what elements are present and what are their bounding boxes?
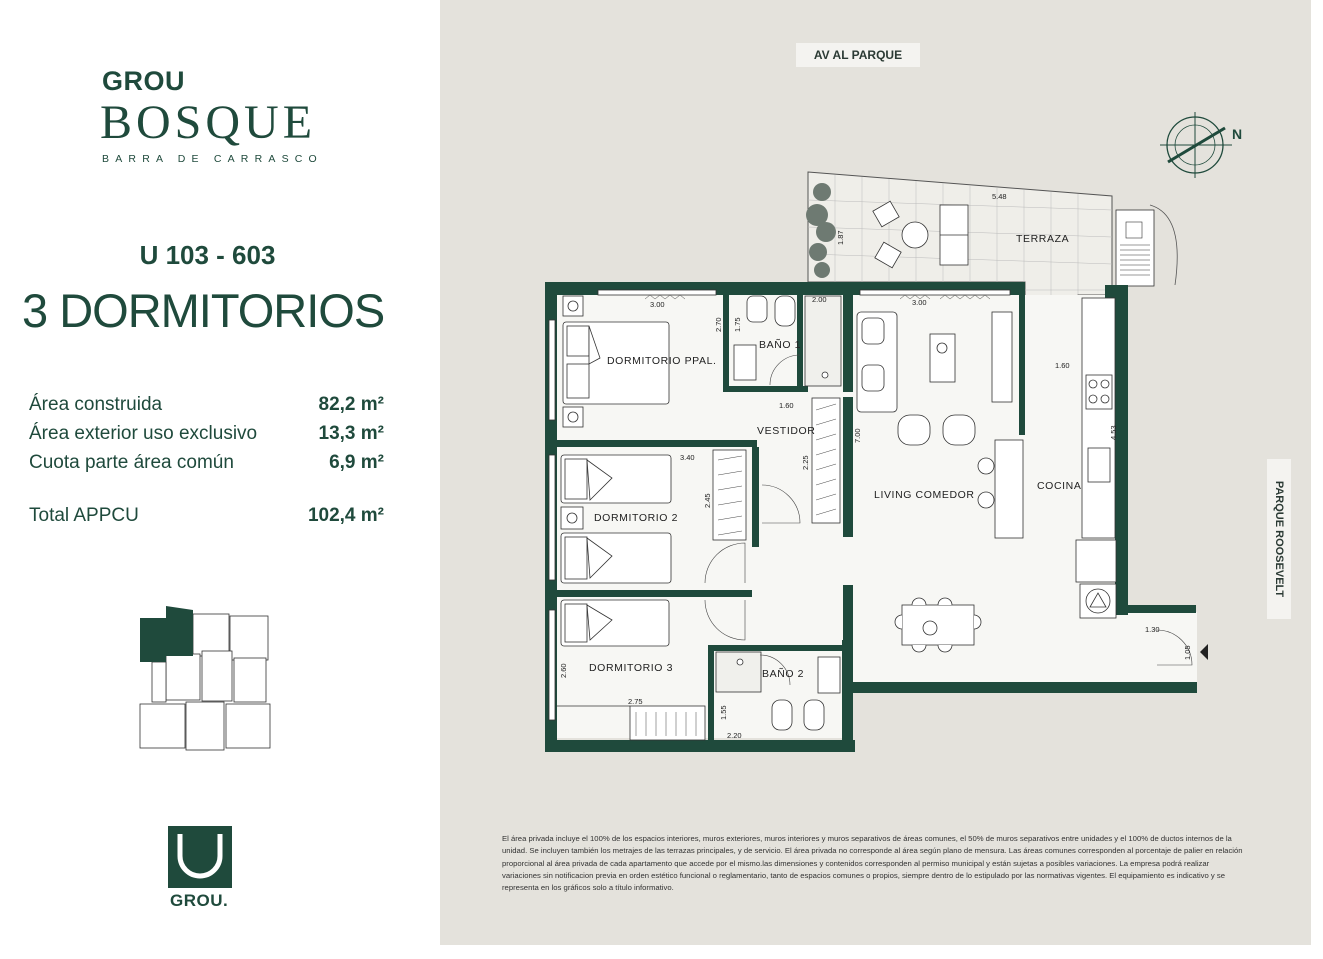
brand-location: BARRA DE CARRASCO: [102, 153, 323, 165]
dim-entry-w: 1.30: [1145, 625, 1160, 634]
area-row: [29, 394, 384, 423]
dim-ves-w: 1.60: [779, 401, 794, 410]
grou-logo-text: GROU.: [170, 891, 229, 910]
dim-liv-w: 3.00: [912, 298, 927, 307]
room-label-living-comedor: LIVING COMEDOR: [874, 489, 975, 501]
area-row: [29, 423, 384, 452]
info-panel: [0, 0, 440, 959]
areas-table: [29, 394, 384, 534]
room-label-dormitorio-3: DORMITORIO 3: [589, 662, 674, 674]
dim-b2-h: 1.55: [719, 705, 728, 720]
dim-b1-w: 2.00: [812, 295, 827, 304]
brand-grou: GROU: [102, 66, 185, 96]
dim-entry-h: 1.05: [1183, 645, 1192, 660]
room-label-cocina: COCINA: [1037, 480, 1082, 492]
dim-d1-w: 3.00: [650, 300, 665, 309]
dim-terraza-w: 5.48: [992, 192, 1007, 201]
area-value: 6,9 m²: [329, 452, 384, 473]
dim-b1-h: 1.75: [733, 317, 742, 332]
grou-logo-icon: [168, 826, 232, 888]
total-value: 102,4 m²: [307, 505, 384, 526]
room-label-terraza: TERRAZA: [1016, 233, 1070, 245]
dim-terraza-h: 1.87: [836, 230, 845, 245]
compass-icon: [1160, 112, 1232, 178]
key-plan-diagram: [138, 606, 273, 756]
room-label-bano-2: BAÑO 2: [762, 668, 805, 680]
area-row: [29, 452, 384, 481]
dim-d3-h: 2.60: [559, 663, 568, 678]
street-label-right-text: PARQUE ROOSEVELT: [1273, 480, 1285, 598]
area-value: 13,3 m²: [318, 423, 384, 444]
dim-d1-h: 2.70: [714, 317, 723, 332]
dim-b2-w: 2.20: [727, 731, 742, 740]
total-label: Total APPCU: [29, 505, 139, 526]
street-label-top: AV AL PARQUE: [796, 43, 920, 67]
area-label: Cuota parte área común: [29, 452, 234, 473]
brand-bosque: BOSQUE: [100, 96, 317, 149]
room-label-vestidor: VESTIDOR: [757, 425, 816, 437]
room-label-bano-1: BAÑO 1: [759, 339, 802, 351]
dim-d2-h: 2.45: [703, 493, 712, 508]
area-value: 82,2 m²: [318, 394, 384, 415]
dim-ves-h: 2.25: [801, 455, 810, 470]
compass-n-label: N: [1232, 126, 1243, 142]
dim-kit-w: 1.60: [1055, 361, 1070, 370]
room-label-dormitorio-ppal: DORMITORIO PPAL.: [607, 355, 717, 367]
floor-plan: [440, 0, 1311, 945]
legal-disclaimer: El área privada incluye el 100% de los espacios interiores, muros exteriores, muros interiores y muros separativos de áreas comunes, el 50% de muros separativos entre unidades y el 100% de ductos internos de la unidad. Se incluyen también los metrajes de las terrazas principales, y de servicio. El área privada no corresponde al área según plano de mensura. Las áreas comunes corresponden al porcentaje de palier en relación proporcional al área privada de cada apartamento que accede por el mismo.las dimensiones y contenidos corresponden al permiso municipal y están sujetas a posibles variaciones. La empresa podrá realizar variaciones sin notificacion previa en orden estético funcional o reglamentario, tanto de espacios comunes o propios, siempre dentro de lo estipulado por las normativas vigentes. El equipamiento es indicativo y se representa en los gráficos solo a título informativo.: [502, 834, 1243, 893]
dim-liv-h: 7.00: [853, 428, 862, 443]
unit-code: U 103 - 603: [139, 240, 276, 270]
total-row: [29, 505, 384, 534]
area-label: Área exterior uso exclusivo: [29, 423, 258, 444]
dim-d2-w: 3.40: [680, 453, 695, 462]
dim-kit-h: 4.53: [1109, 425, 1118, 440]
dim-d3-w: 2.75: [628, 697, 643, 706]
room-label-dormitorio-2: DORMITORIO 2: [594, 512, 679, 524]
unit-rooms: 3 DORMITORIOS: [22, 284, 385, 337]
area-label: Área construida: [29, 394, 163, 415]
